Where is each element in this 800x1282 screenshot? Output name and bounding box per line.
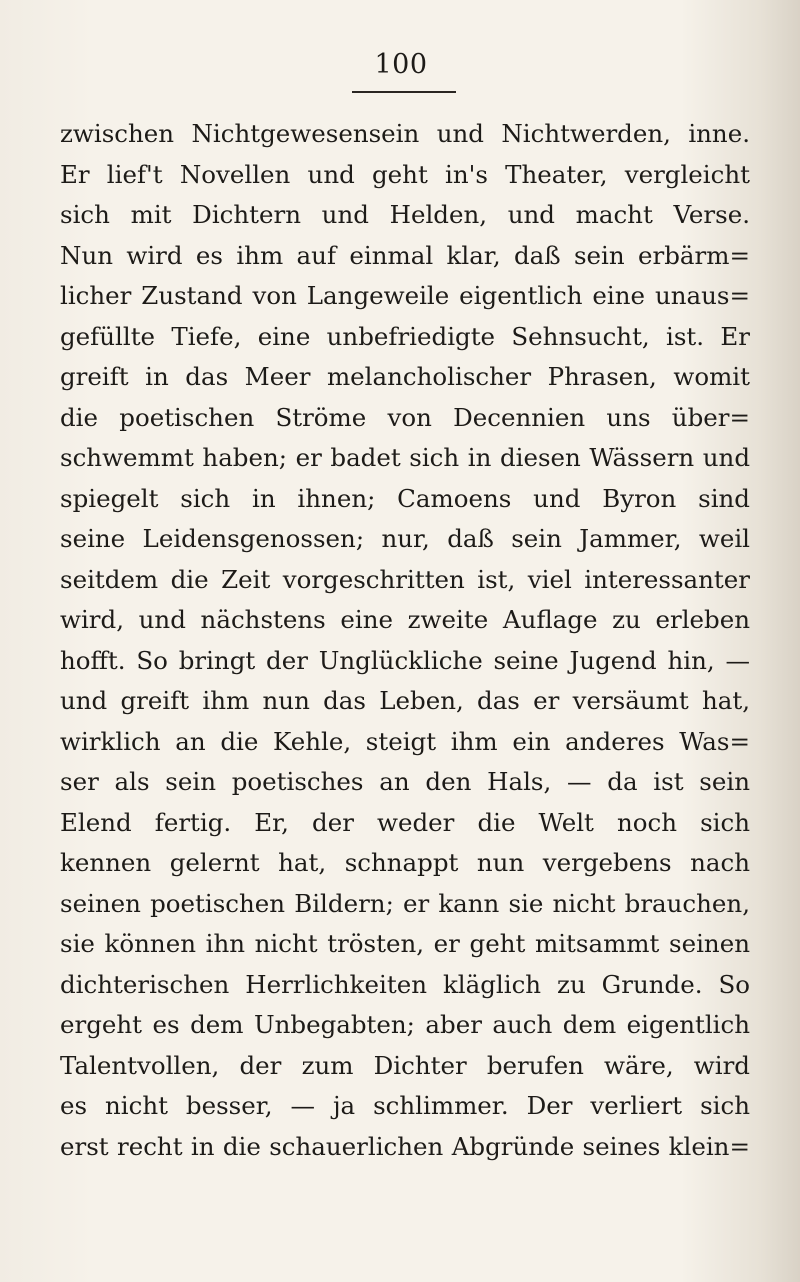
text-line: und greift ihm nun das Leben, das er versäumt hat, (60, 686, 750, 715)
text-line: ser als sein poetisches an den Hals, — da ist sein (60, 767, 750, 796)
text-line: es nicht besser, — ja schlimmer. Der verliert sich (60, 1091, 750, 1120)
body-text (60, 114, 750, 1167)
page-number: 100 (374, 49, 428, 80)
text-line: seitdem die Zeit vorgeschritten ist, viel interessanter (60, 564, 750, 594)
text-line: sich mit Dichtern und Helden, und macht Verse. (60, 200, 750, 229)
text-line: ergeht es dem Unbegabten; aber auch dem eigentlich (60, 1010, 750, 1039)
text-line: seinen poetischen Bildern; er kann sie nicht brauchen, (60, 888, 750, 918)
text-line: licher Zustand von Langeweile eigentlich eine unaus= (60, 281, 750, 310)
text-line: zwischen Nichtgewesensein und Nichtwerden, inne. (60, 119, 750, 148)
text-line: Elend fertig. Er, der weder die Welt noch sich (60, 807, 750, 837)
text-line: wirklich an die Kehle, steigt ihm ein anderes Was= (60, 726, 750, 756)
text-line: seine Leidensgenossen; nur, daß sein Jammer, weil (60, 524, 750, 553)
text-line: Talentvollen, der zum Dichter berufen wäre, wird (60, 1050, 750, 1080)
text-line: Er lief't Novellen und geht in's Theater, vergleicht (60, 159, 750, 189)
text-line: sie können ihn nicht trösten, er geht mitsammt seinen (60, 929, 750, 958)
text-line: kennen gelernt hat, schnappt nun vergebens nach (60, 848, 750, 877)
text-line: erst recht in die schauerlichen Abgründe seines klein= (60, 1131, 750, 1161)
text-line: gefüllte Tiefe, eine unbefriedigte Sehnsucht, ist. Er (60, 321, 750, 351)
text-line: greift in das Meer melancholischer Phrasen, womit (60, 362, 750, 391)
text-line: wird, und nächstens eine zweite Auflage zu erleben (60, 605, 750, 634)
text-line: spiegelt sich in ihnen; Camoens und Byron sind (60, 483, 750, 513)
text-line: schwemmt haben; er badet sich in diesen Wässern und (60, 443, 750, 472)
text-line: Nun wird es ihm auf einmal klar, daß sein erbärm= (60, 240, 750, 270)
text-line: dichterischen Herrlichkeiten kläglich zu Grunde. So (60, 969, 750, 999)
text-line: die poetischen Ströme von Decennien uns über= (60, 402, 750, 432)
text-line: hofft. So bringt der Unglückliche seine Jugend hin, — (60, 645, 750, 675)
page-number-rule (352, 91, 456, 93)
